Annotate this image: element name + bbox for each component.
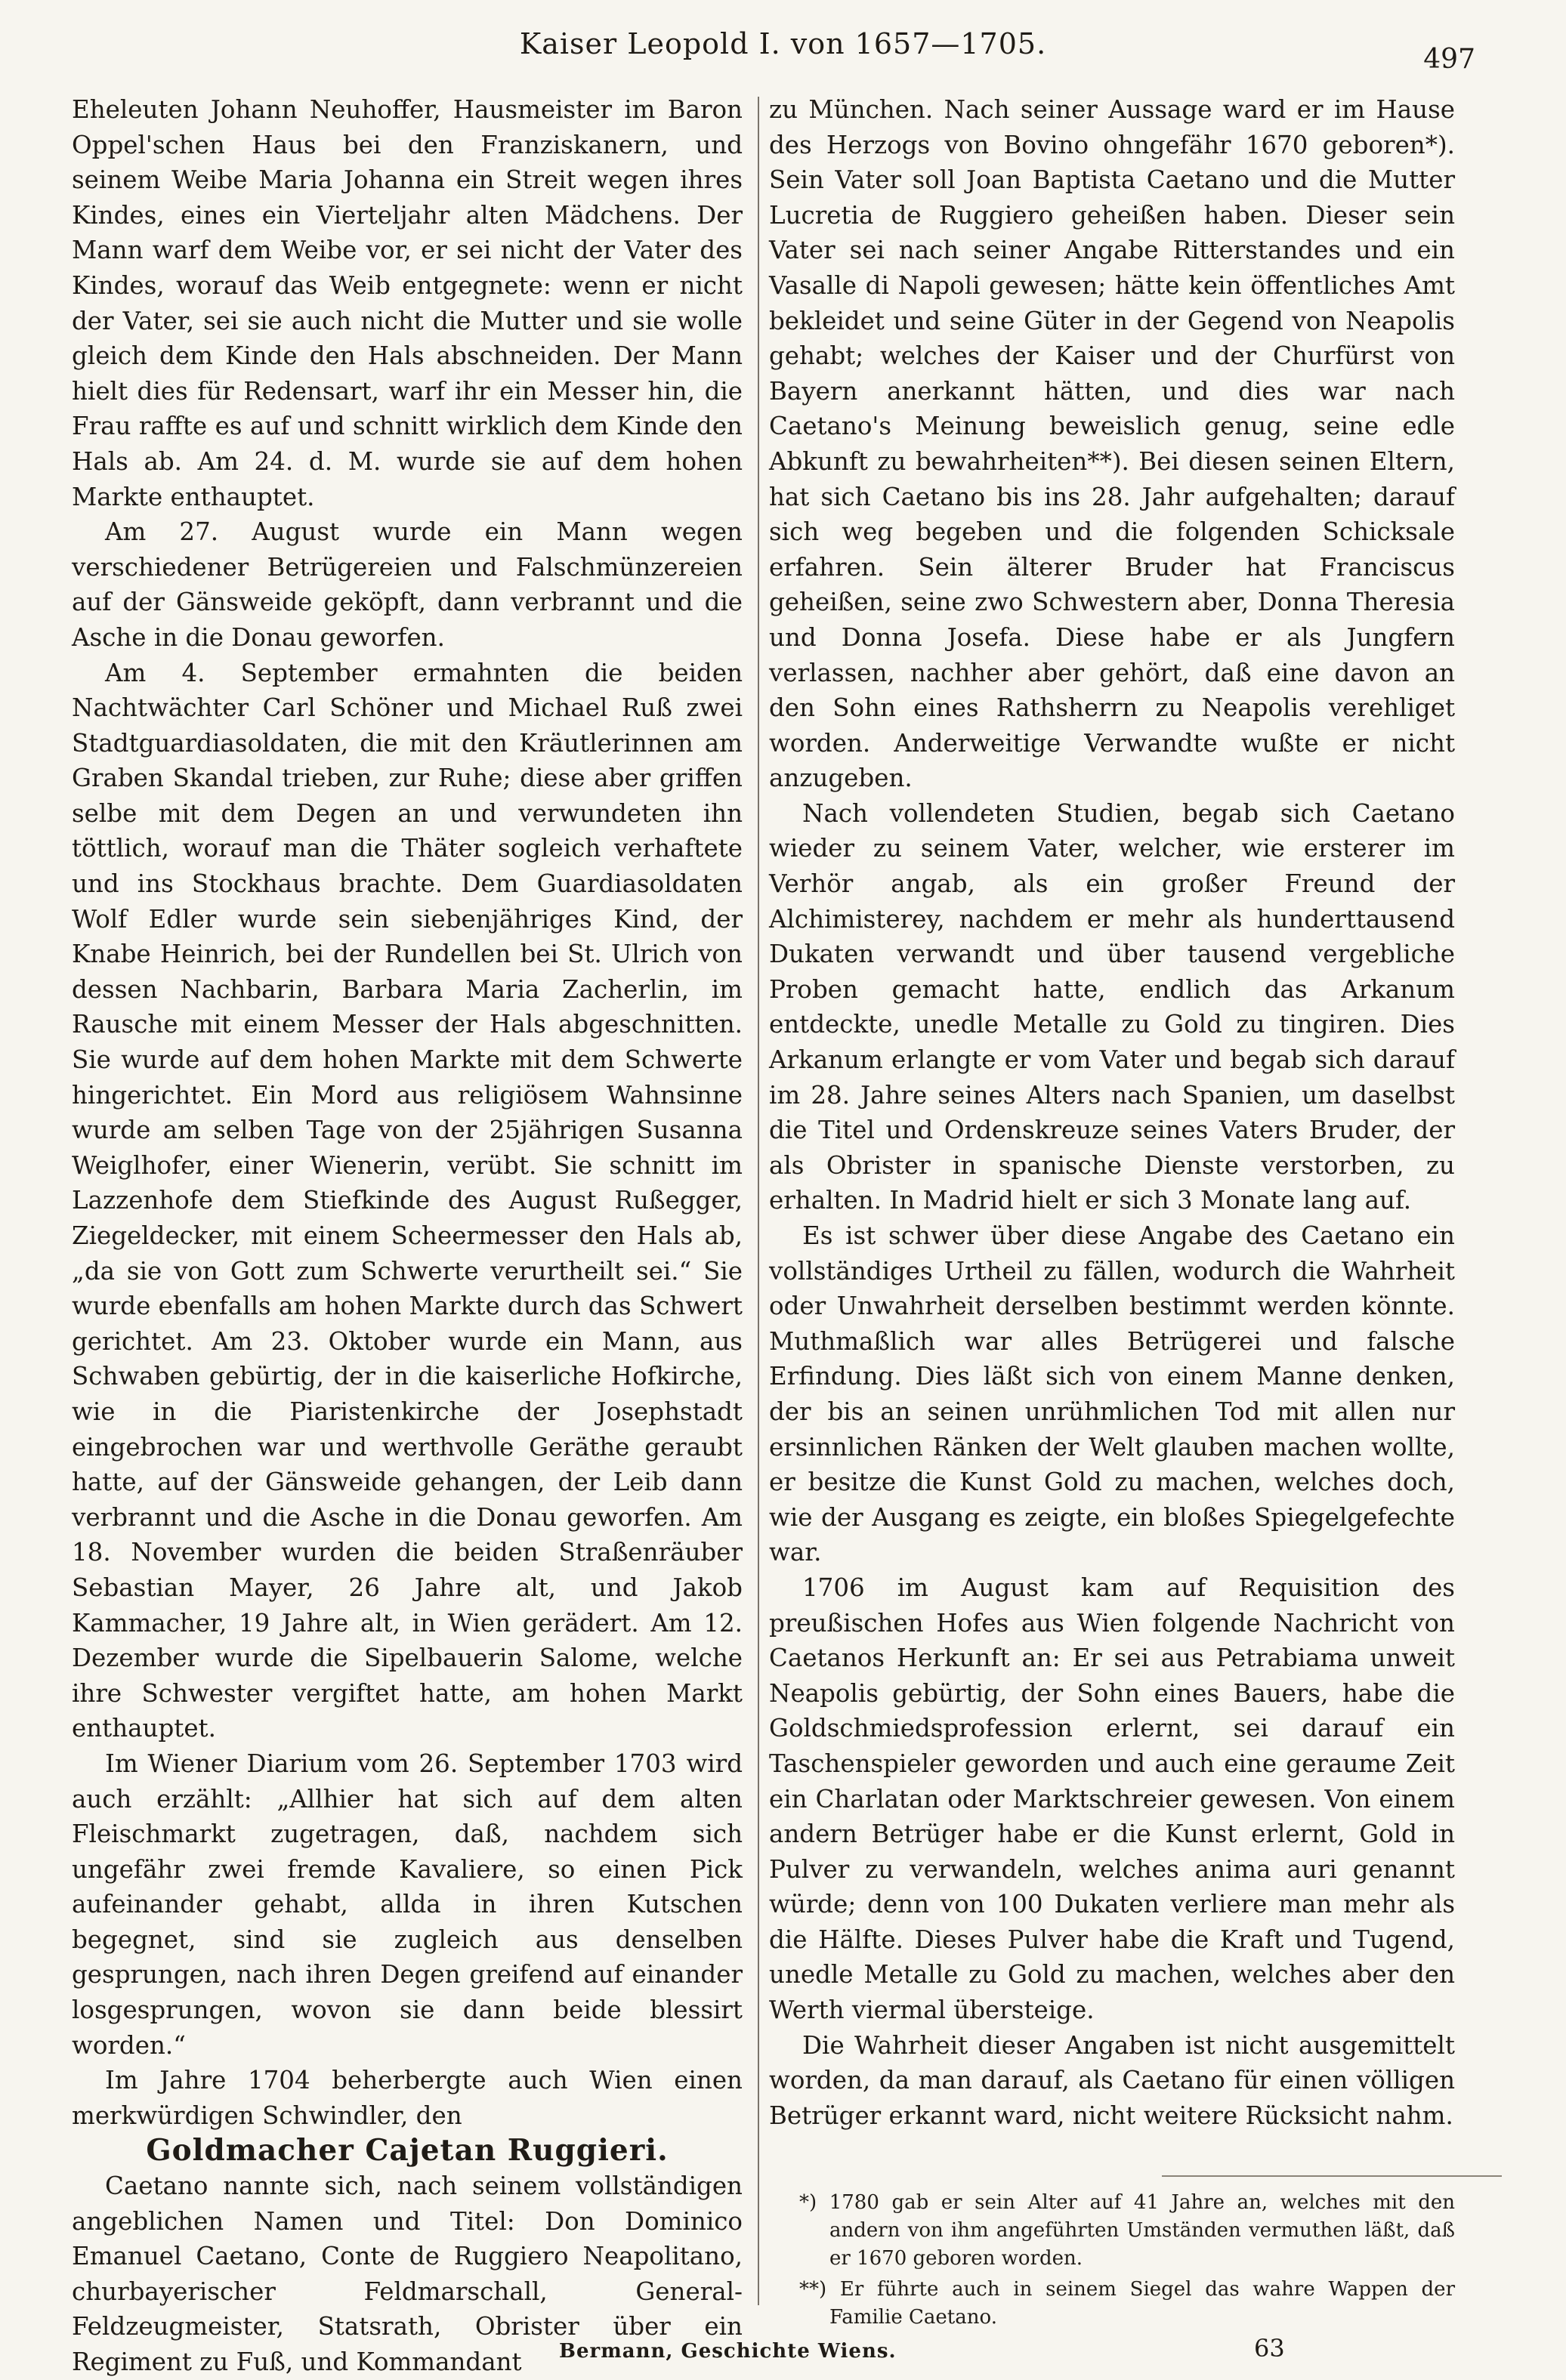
column-divider: [758, 97, 759, 2305]
paragraph: Die Wahrheit dieser Angaben ist nicht ausgemittelt worden, da man darauf, als Caetano für einen völligen Betrüger erkannt ward, nicht weitere Rücksicht nahm.: [769, 2030, 1455, 2130]
page-number: 497: [1423, 44, 1475, 75]
paragraph: Am 4. September ermahnten die beiden Nachtwächter Carl Schöner und Michael Ruß zwei Stadtguardiasoldaten, die mit den Kräutlerinnen am Graben Skandal trieben, zur Ruhe; diese aber griffen selbe mit dem Degen an und verwundeten ihn töttlich, worauf man die Thäter sogleich verhaftete und ins Stockhaus brachte. Dem Guardiasoldaten Wolf Edler wurde sein siebenjähriges Kind, der Knabe Heinrich, bei der Rundellen bei St. Ulrich von dessen Nachbarin, Barbara Maria Zacherlin, im Rausche mit einem Messer der Hals abgeschnitten. Sie wurde auf dem hohen Markte mit dem Schwerte hingerichtet. Ein Mord aus religiösem Wahnsinne wurde am selben Tage von der 25jährigen Susanna Weiglhofer, einer Wienerin, verübt. Sie schnitt im Lazzenhofe dem Stiefkinde des August Rußegger, Ziegeldecker, mit einem Scheermesser den Hals ab, „da sie von Gott zum Schwerte verurtheilt sei.“ Sie wurde ebenfalls am hohen Markte durch das Schwert gerichtet. Am 23. Oktober wurde ein Mann, aus Schwaben gebürtig, der in die kaiserliche Hofkirche, wie in die Piaristenkirche der Josephstadt eingebrochen war und werthvolle Geräthe geraubt hatte, auf der Gänsweide gehangen, der Leib dann verbrannt und die Asche in die Donau geworfen. Am 18. November wurden die beiden Straßenräuber Sebastian Mayer, 26 Jahre alt, und Jakob Kammacher, 19 Jahre alt, in Wien gerädert. Am 12. Dezember wurde die Sipelbauerin Salome, welche ihre Schwester vergiftet hatte, am hohen Markt enthauptet.: [72, 658, 743, 1743]
paragraph: Eheleuten Johann Neuhoffer, Hausmeister im Baron Oppel'schen Haus bei den Franziskanern, und seinem Weibe Maria Johanna ein Streit wegen ihres Kindes, eines ein Vierteljahr alten Mädchens. Der Mann warf dem Weibe vor, er sei nicht der Vater des Kindes, worauf das Weib entgegnete: wenn er nicht der Vater, sei sie auch nicht die Mutter und sie wolle gleich dem Kinde den Hals abschneiden. Der Mann hielt dies für Redensart, warf ihr ein Messer hin, die Frau raffte es auf und schnitt wirklich dem Kinde den Hals ab. Am 24. d. M. wurde sie auf dem hohen Markte enthauptet.: [72, 95, 743, 511]
footnotes: [799, 2189, 1455, 2332]
footnote: **) Er führte auch in seinem Siegel das wahre Wappen der Familie Caetano.: [799, 2278, 1455, 2329]
footnote-rule: [1162, 2175, 1502, 2177]
paragraph: 1706 im August kam auf Requisition des preußischen Hofes aus Wien folgende Nachricht von Caetanos Herkunft an: Er sei aus Petrabiama unweit Neapolis gebürtig, der Sohn eines Bauers, habe die Goldschmiedsprofession erlernt, sei darauf ein Taschenspieler geworden und auch eine geraume Zeit ein Charlatan oder Marktschreier gewesen. Von einem andern Betrüger habe er die Kunst erlernt, Gold in Pulver zu verwandeln, welches anima auri genannt würde; denn von 100 Dukaten verliere man mehr als die Hälfte. Dieses Pulver habe die Kraft und Tugend, unedle Metalle zu Gold zu machen, welches aber den Werth viermal übersteige.: [769, 1573, 1455, 2025]
running-title: Kaiser Leopold I. von 1657—1705.: [519, 27, 1047, 60]
paragraph: Caetano nannte sich, nach seinem vollständigen angeblichen Namen und Titel: Don Dominico Emanuel Caetano, Conte de Ruggiero Neapolitano, churbayerischer Feldmarschall, General-Feldzeugmeister, Statsrath, Obrister über ein Regiment zu Fuß, und Kommandant: [72, 2172, 743, 2376]
page-header: [0, 27, 1566, 73]
left-column: [72, 92, 743, 2380]
paragraph: Nach vollendeten Studien, begab sich Caetano wieder zu seinem Vater, welcher, wie ersterer im Verhör angab, als ein großer Freund der Alchimisterey, nachdem er mehr als hunderttausend Dukaten verwandt und über tausend vergebliche Proben gemacht hatte, endlich das Arkanum entdeckte, unedle Metalle zu Gold zu tingiren. Dies Arkanum erlangte er vom Vater und begab sich darauf im 28. Jahre seines Alters nach Spanien, um daselbst die Titel und Ordenskreuze seines Vaters Bruder, der als Obrister in spanische Dienste verstorben, zu erhalten. In Madrid hielt er sich 3 Monate lang auf.: [769, 798, 1455, 1215]
paragraph: Am 27. August wurde ein Mann wegen verschiedener Betrügereien und Falschmünzereien auf der Gänsweide geköpft, dann verbrannt und die Asche in die Donau geworfen.: [72, 517, 743, 652]
footnote: *) 1780 gab er sein Alter auf 41 Jahre an, welches mit den andern von ihm angeführten Umständen vermuthen läßt, daß er 1670 geboren worden.: [799, 2191, 1455, 2270]
paragraph: Es ist schwer über diese Angabe des Caetano ein vollständiges Urtheil zu fällen, wodurch die Wahrheit oder Unwahrheit derselben bestimmt werden könnte. Muthmaßlich war alles Betrügerei und falsche Erfindung. Dies läßt sich von einem Manne denken, der bis an seinen unrühmlichen Tod mit allen nur ersinnlichen Ränken der Welt glauben machen wollte, er besitze die Kunst Gold zu machen, welches doch, wie der Ausgang es zeigte, ein bloßes Spiegelgefechte war.: [769, 1221, 1455, 1567]
paragraph: zu München. Nach seiner Aussage ward er im Hause des Herzogs von Bovino ohngefähr 1670 geboren*). Sein Vater soll Joan Baptista Caetano und die Mutter Lucretia de Ruggiero geheißen haben. Dieser sein Vater sei nach seiner Angabe Ritterstandes und ein Vasalle di Napoli gewesen; hätte kein öffentliches Amt bekleidet und seine Güter in der Gegend von Neapolis gehabt; welches der Kaiser und der Churfürst von Bayern anerkannt hätten, und dies war nach Caetano's Meinung beweislich genug, seine edle Abkunft zu bewahrheiten**). Bei diesen seinen Eltern, hat sich Caetano bis ins 28. Jahr aufgehalten; darauf sich weg begeben und die folgenden Schicksale erfahren. Sein älterer Bruder hat Franciscus geheißen, seine zwo Schwestern aber, Donna Theresia und Donna Josefa. Diese habe er als Jungfern verlassen, nachher aber gehört, daß eine davon an den Sohn eines Rathsherrn zu Neapolis verehliget worden. Anderweitige Verwandte wußte er nicht anzugeben.: [769, 95, 1455, 793]
paragraph: Im Wiener Diarium vom 26. September 1703 wird auch erzählt: „Allhier hat sich auf dem alten Fleischmarkt zugetragen, daß, nachdem sich ungefähr zwei fremde Kavaliere, so einen Pick aufeinander gehabt, allda in ihren Kutschen begegnet, sind sie zugleich aus denselben gesprungen, nach ihren Degen greifend auf einander losgesprungen, wovon sie dann beide blessirt worden.“: [72, 1749, 743, 2060]
signature-mark: 63: [1254, 2334, 1285, 2363]
book-title: Bermann, Geschichte Wiens.: [559, 2340, 897, 2363]
section-heading: Goldmacher Cajetan Ruggieri.: [146, 2133, 669, 2169]
paragraph: Im Jahre 1704 beherbergte auch Wien einen merkwürdigen Schwindler, den: [72, 2066, 743, 2130]
right-column: [769, 92, 1455, 2335]
